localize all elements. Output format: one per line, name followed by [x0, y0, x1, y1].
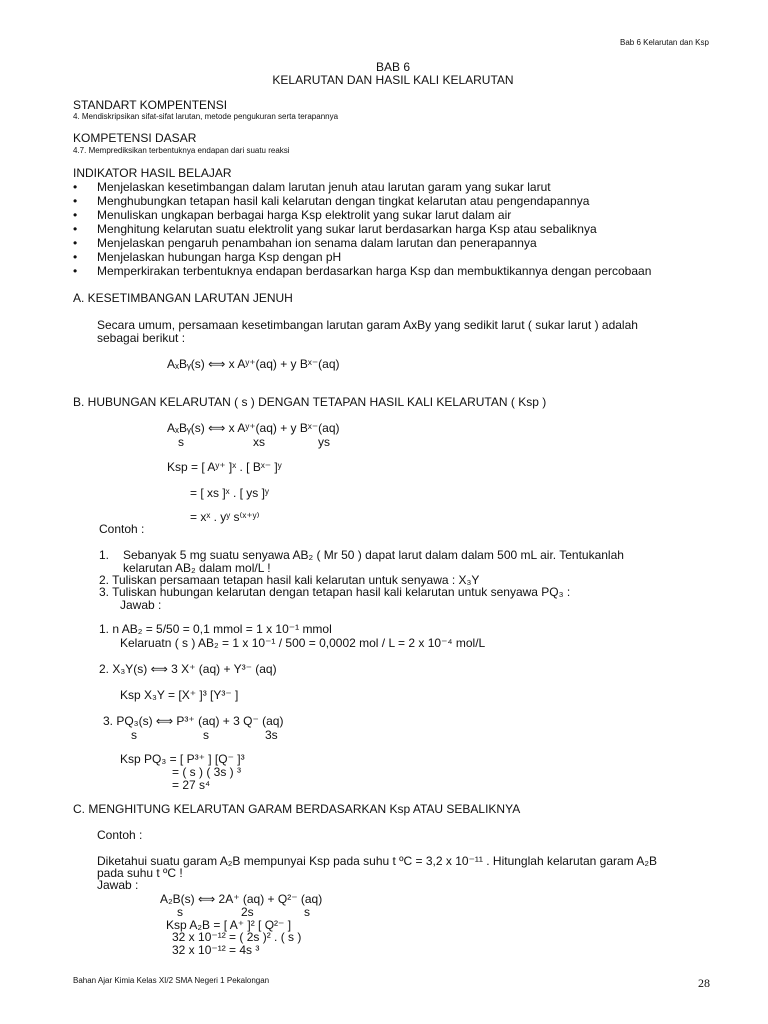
- answer-3-equation: 3. PQ₃(s) ⟺ P³⁺ (aq) + 3 Q⁻ (aq): [103, 714, 284, 728]
- chapter-number: BAB 6: [375, 60, 411, 74]
- section-c-ksp1: Ksp A₂B = [ A⁺ ]² [ Q²⁻ ]: [166, 918, 292, 932]
- running-header: Bab 6 Kelarutan dan Ksp: [620, 38, 709, 47]
- bullet-icon: •: [73, 180, 78, 194]
- solubility-ys: ys: [318, 435, 330, 449]
- section-b-equation: AₓBᵧ(s) ⟺ x Aʸ⁺(aq) + y Bˣ⁻(aq): [167, 421, 340, 435]
- section-a-para-line2: sebagai berikut :: [97, 331, 186, 345]
- question-2: 2. Tuliskan persamaan tetapan hasil kali kelarutan untuk senyawa : X₃Y: [99, 573, 480, 587]
- section-c-para-line1: Diketahui suatu garam A₂B mempunyai Ksp pada suhu t ºC = 3,2 x 10⁻¹¹ . Hitunglah kelarutan garam A₂B: [97, 854, 657, 868]
- section-b-heading: B. HUBUNGAN KELARUTAN ( s ) DENGAN TETAPAN HASIL KALI KELARUTAN ( Ksp ): [73, 395, 547, 409]
- contoh-label: Contoh :: [99, 522, 145, 536]
- section-c-jawab: Jawab :: [97, 878, 139, 892]
- indikator-item: • Menghubungkan tetapan hasil kali kelarutan dengan tingkat kelarutan atau pengendapannya: [73, 194, 590, 208]
- bullet-icon: •: [73, 222, 78, 236]
- bullet-icon: •: [73, 194, 78, 208]
- standar-text: 4. Mendiskripsikan sifat-sifat larutan, metode pengukuran serta terapannya: [73, 112, 339, 121]
- section-c-s3: s: [304, 905, 310, 919]
- answer-1-line2: Kelaruatn ( s ) AB₂ = 1 x 10⁻¹ / 500 = 0,0002 mol / L = 2 x 10⁻⁴ mol/L: [120, 636, 486, 650]
- section-c-ksp2: 32 x 10⁻¹² = ( 2s )² . ( s ): [172, 930, 302, 944]
- answer-3-s1: s: [131, 728, 137, 742]
- answer-2-ksp: Ksp X₃Y = [X⁺ ]³ [Y³⁻ ]: [120, 688, 239, 702]
- indikator-item: • Menuliskan ungkapan berbagai harga Ksp elektrolit yang sukar larut dalam air: [73, 208, 512, 222]
- indikator-item: • Menghitung kelarutan suatu elektrolit yang sukar larut berdasarkan harga Ksp atau sebaliknya: [73, 222, 597, 236]
- answer-1-line1: 1. n AB₂ = 5/50 = 0,1 mmol = 1 x 10⁻¹ mmol: [99, 622, 332, 636]
- section-c-ksp3: 32 x 10⁻¹² = 4s ³: [172, 943, 260, 957]
- page-title: KELARUTAN DAN HASIL KALI KELARUTAN: [272, 73, 514, 87]
- indikator-heading: INDIKATOR HASIL BELAJAR: [73, 166, 232, 180]
- answer-3-ksp2: = ( s ) ( 3s ) ³: [172, 765, 241, 779]
- question-1-line1: Sebanyak 5 mg suatu senyawa AB₂ ( Mr 50 ) dapat larut dalam dalam 500 mL air. Tentukanlah: [123, 548, 624, 562]
- section-c-contoh: Contoh :: [97, 828, 143, 842]
- answer-2-equation: 2. X₃Y(s) ⟺ 3 X⁺ (aq) + Y³⁻ (aq): [99, 662, 277, 676]
- indikator-item: • Menjelaskan hubungan harga Ksp dengan pH: [73, 250, 342, 264]
- ksp-expression-1: Ksp = [ Aʸ⁺ ]ˣ . [ Bˣ⁻ ]ʸ: [167, 460, 282, 474]
- footer-text: Bahan Ajar Kimia Kelas XI/2 SMA Negeri 1 Pekalongan: [73, 976, 270, 985]
- indikator-item: • Menjelaskan kesetimbangan dalam larutan jenuh atau larutan garam yang sukar larut: [73, 180, 551, 194]
- solubility-xs: xs: [253, 435, 265, 449]
- standar-heading: STANDART KOMPENTENSI: [73, 98, 228, 112]
- section-c-para-line2: pada suhu t ºC !: [97, 866, 183, 880]
- section-c-s2: 2s: [241, 905, 254, 919]
- kompetensi-text: 4.7. Memprediksikan terbentuknya endapan dari suatu reaksi: [73, 146, 290, 155]
- solubility-s: s: [178, 435, 184, 449]
- bullet-icon: •: [73, 250, 78, 264]
- page-number: 28: [698, 976, 710, 990]
- bullet-icon: •: [73, 208, 78, 222]
- section-c-equation: A₂B(s) ⟺ 2A⁺ (aq) + Q²⁻ (aq): [160, 892, 323, 906]
- bullet-icon: •: [73, 236, 78, 250]
- kompetensi-heading: KOMPETENSI DASAR: [73, 131, 197, 145]
- answer-3-ksp3: = 27 s⁴: [172, 778, 211, 792]
- ksp-expression-2: = [ xs ]ˣ . [ ys ]ʸ: [190, 486, 269, 500]
- question-1-number: 1.: [99, 548, 110, 562]
- answer-3-s3: 3s: [265, 728, 278, 742]
- ksp-expression-3: = xˣ . yʸ s⁽ˣ⁺ʸ⁾: [190, 510, 260, 524]
- section-a-equation: AₓBᵧ(s) ⟺ x Aʸ⁺(aq) + y Bˣ⁻(aq): [167, 357, 340, 371]
- jawab-label: Jawab :: [120, 598, 162, 612]
- section-c-heading: C. MENGHITUNG KELARUTAN GARAM BERDASARKAN Ksp ATAU SEBALIKNYA: [73, 802, 521, 816]
- answer-3-s2: s: [203, 728, 209, 742]
- section-a-heading: A. KESETIMBANGAN LARUTAN JENUH: [73, 291, 293, 305]
- indikator-item: • Menjelaskan pengaruh penambahan ion senama dalam larutan dan penerapannya: [73, 236, 537, 250]
- question-1-line2: kelarutan AB₂ dalam mol/L !: [123, 561, 271, 575]
- section-a-para-line1: Secara umum, persamaan kesetimbangan larutan garam AxBy yang sedikit larut ( sukar larut ) adalah: [97, 318, 638, 332]
- answer-3-ksp1: Ksp PQ₃ = [ P³⁺ ] [Q⁻ ]³: [120, 752, 245, 766]
- bullet-icon: •: [73, 264, 78, 278]
- indikator-item: • Memperkirakan terbentuknya endapan berdasarkan harga Ksp dan membuktikannya dengan percobaan: [73, 264, 652, 278]
- question-3: 3. Tuliskan hubungan kelarutan dengan tetapan hasil kali kelarutan untuk senyawa PQ₃ :: [99, 585, 571, 599]
- section-c-s1: s: [177, 905, 183, 919]
